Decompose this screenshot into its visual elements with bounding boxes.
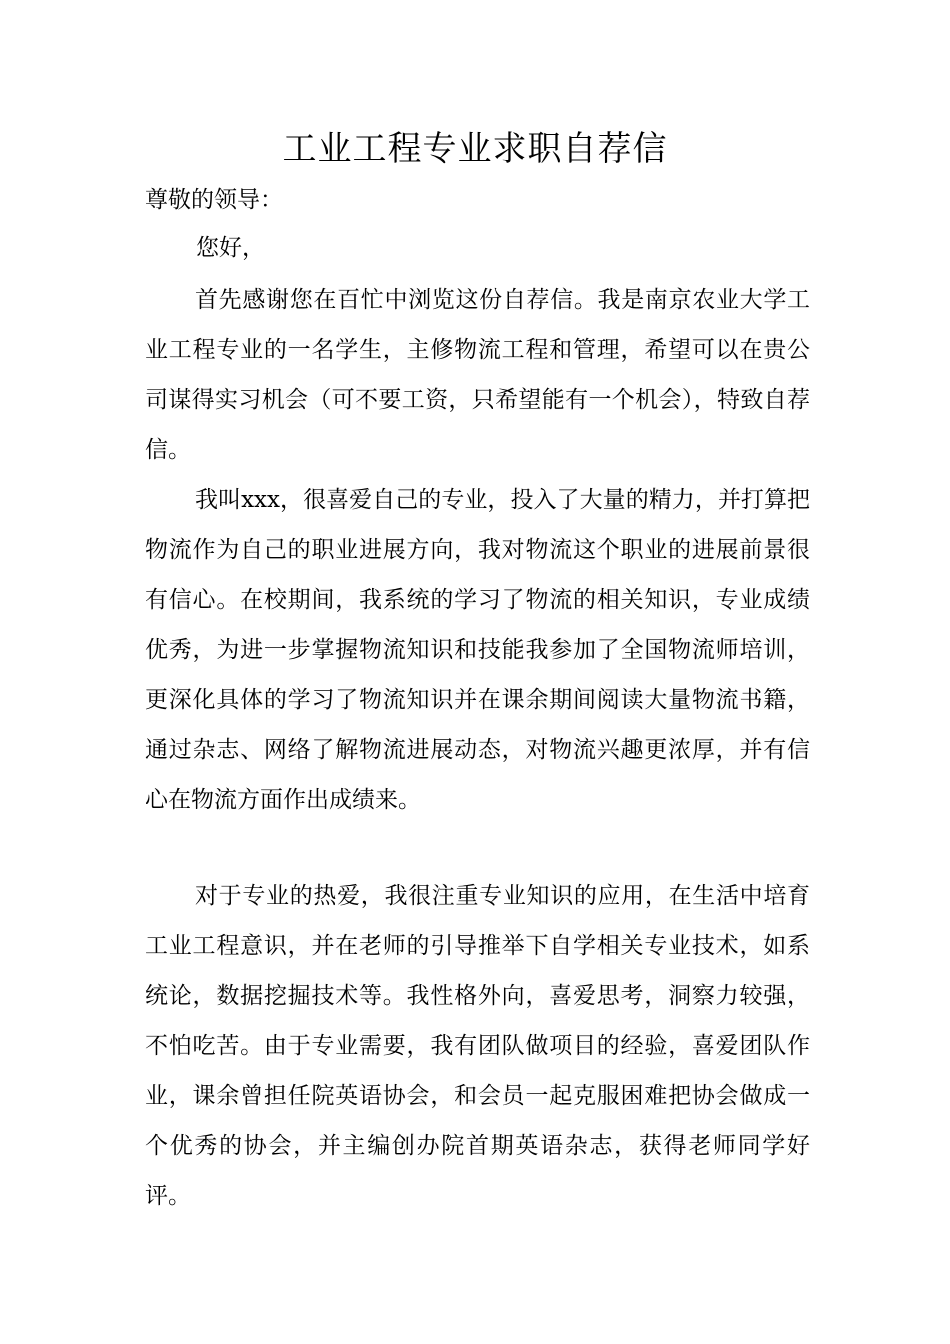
- letter-title: 工业工程专业求职自荐信: [282, 129, 668, 169]
- paragraph-skills: 对于专业的热爱，我很注重专业知识的应用，在生活中培育工业工程意识，并在老师的引导推举下自学相关专业技术，如系统论，数据挖掘技术等。我性格外向，喜爱思考，洞察力较强，不怕吃苦。由于专业需要，我有团队做项目的经验，喜爱团队作业，课余曾担任院英语协会，和会员一起克服困难把协会做成一个优秀的协会，并主编创办院首期英语杂志，获得老师同学好评。: [145, 883, 810, 1209]
- salutation: 尊敬的领导：: [145, 187, 283, 213]
- greeting: 您好，: [196, 235, 265, 261]
- paragraph-background: 我叫xxx，很喜爱自己的专业，投入了大量的精力，并打算把物流作为自己的职业进展方向，我对物流这个职业的进展前景很有信心。在校期间，我系统的学习了物流的相关知识，专业成绩优秀，为进一步掌握物流知识和技能我参加了全国物流师培训，更深化具体的学习了物流知识并在课余期间阅读大量物流书籍，通过杂志、网络了解物流进展动态，对物流兴趣更浓厚，并有信心在物流方面作出成绩来。: [145, 487, 810, 813]
- paragraph-introduction: 首先感谢您在百忙中浏览这份自荐信。我是南京农业大学工业工程专业的一名学生，主修物流工程和管理，希望可以在贵公司谋得实习机会（可不要工资，只希望能有一个机会），特致自荐信。: [145, 287, 810, 463]
